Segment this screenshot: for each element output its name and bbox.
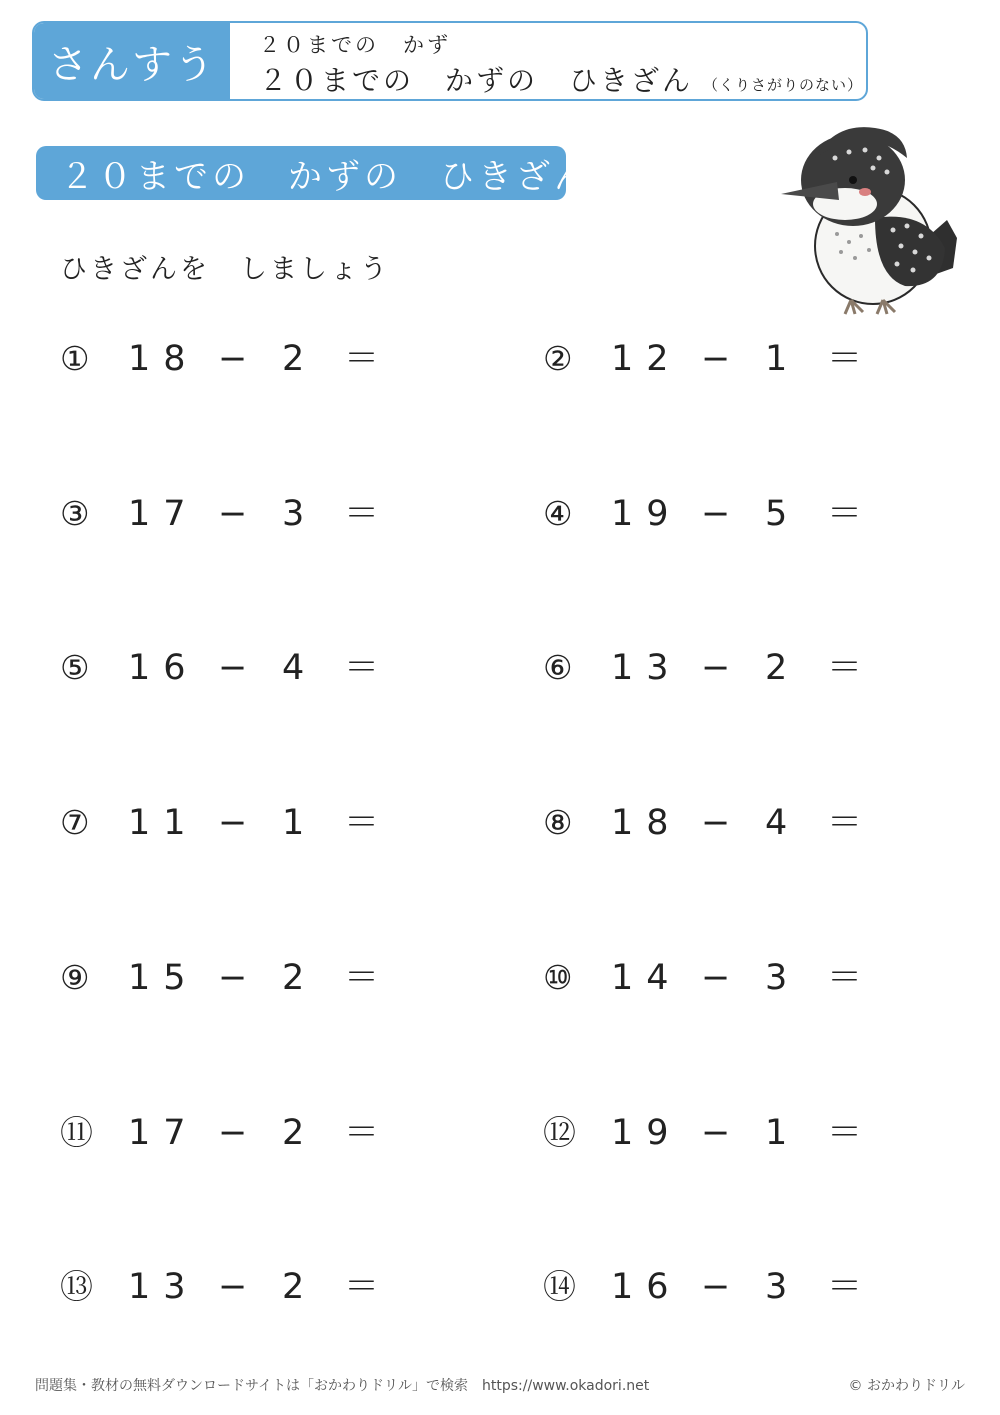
problem-operator: − xyxy=(701,1113,731,1153)
problem-equals: ＝ xyxy=(827,958,863,998)
problem-equals: ＝ xyxy=(344,958,380,998)
worksheet-title xyxy=(259,59,863,99)
problem-number: ① xyxy=(60,339,90,378)
subject-label: さんすう xyxy=(34,23,230,99)
problem-subtrahend: 2 xyxy=(282,1267,305,1307)
problem-operator: − xyxy=(701,648,731,688)
problem-minuend: 19 xyxy=(611,1113,682,1153)
problem-14 xyxy=(543,1262,923,1312)
problem-number: ⑦ xyxy=(60,803,90,842)
problem-minuend: 13 xyxy=(128,1267,199,1307)
problem-subtrahend: 5 xyxy=(765,494,788,534)
problem-operator: − xyxy=(218,1267,248,1307)
problem-subtrahend: 3 xyxy=(765,1267,788,1307)
problem-subtrahend: 2 xyxy=(282,958,305,998)
problem-operator: − xyxy=(701,494,731,534)
problem-minuend: 18 xyxy=(128,339,199,379)
kingfisher-bird-icon xyxy=(775,118,965,318)
instruction-text: ひきざんを しましょう xyxy=(60,254,390,285)
problem-operator: − xyxy=(701,1267,731,1307)
problem-equals: ＝ xyxy=(827,1113,863,1153)
problem-number: ⑪ xyxy=(60,1113,93,1152)
problem-equals: ＝ xyxy=(827,1267,863,1307)
problem-2 xyxy=(543,334,923,384)
problem-5 xyxy=(60,643,440,693)
problem-subtrahend: 2 xyxy=(282,1113,305,1153)
problem-operator: − xyxy=(218,494,248,534)
problem-3 xyxy=(60,489,440,539)
problem-subtrahend: 1 xyxy=(765,1113,788,1153)
problem-equals: ＝ xyxy=(344,648,380,688)
problem-minuend: 15 xyxy=(128,958,199,998)
problem-minuend: 16 xyxy=(128,648,199,688)
problem-operator: − xyxy=(218,803,248,843)
problem-12 xyxy=(543,1108,923,1158)
problem-equals: ＝ xyxy=(344,1267,380,1307)
problem-number: ⑩ xyxy=(543,958,573,997)
problem-minuend: 17 xyxy=(128,1113,199,1153)
problem-equals: ＝ xyxy=(344,803,380,843)
problem-equals: ＝ xyxy=(827,339,863,379)
problem-operator: − xyxy=(218,648,248,688)
problem-operator: − xyxy=(701,803,731,843)
problem-number: ⑥ xyxy=(543,648,573,687)
problem-number: ⑫ xyxy=(543,1113,576,1152)
problem-number: ⑨ xyxy=(60,958,90,997)
problem-operator: − xyxy=(701,339,731,379)
problem-minuend: 16 xyxy=(611,1267,682,1307)
problem-number: ⑭ xyxy=(543,1267,576,1306)
problem-operator: − xyxy=(218,958,248,998)
worksheet-title-note: （くりさがりのない） xyxy=(703,76,864,94)
footer-site-note: 問題集・教材の無料ダウンロードサイトは「おかわりドリル」で検索 https://www.okadori.net xyxy=(35,1378,650,1394)
problem-number: ② xyxy=(543,339,573,378)
problem-equals: ＝ xyxy=(344,1113,380,1153)
problem-11 xyxy=(60,1108,440,1158)
problem-minuend: 13 xyxy=(611,648,682,688)
problem-equals: ＝ xyxy=(827,648,863,688)
header-box xyxy=(32,21,868,101)
problem-operator: − xyxy=(218,339,248,379)
problem-number: ⑧ xyxy=(543,803,573,842)
problem-number: ④ xyxy=(543,494,573,533)
problem-equals: ＝ xyxy=(344,339,380,379)
problem-subtrahend: 2 xyxy=(765,648,788,688)
problem-number: ③ xyxy=(60,494,90,533)
problem-subtrahend: 1 xyxy=(765,339,788,379)
problem-7 xyxy=(60,798,440,848)
problem-13 xyxy=(60,1262,440,1312)
problem-8 xyxy=(543,798,923,848)
problem-minuend: 11 xyxy=(128,803,199,843)
problem-subtrahend: 4 xyxy=(282,648,305,688)
problem-minuend: 14 xyxy=(611,958,682,998)
problem-equals: ＝ xyxy=(827,803,863,843)
problem-minuend: 19 xyxy=(611,494,682,534)
problem-1 xyxy=(60,334,440,384)
problem-equals: ＝ xyxy=(827,494,863,534)
problem-minuend: 12 xyxy=(611,339,682,379)
problem-subtrahend: 2 xyxy=(282,339,305,379)
problem-operator: − xyxy=(701,958,731,998)
footer-copyright: © おかわりドリル xyxy=(848,1378,965,1394)
problem-minuend: 17 xyxy=(128,494,199,534)
problem-4 xyxy=(543,489,923,539)
problem-subtrahend: 1 xyxy=(282,803,305,843)
problem-number: ⑬ xyxy=(60,1267,93,1306)
problem-operator: − xyxy=(218,1113,248,1153)
problem-minuend: 18 xyxy=(611,803,682,843)
problem-9 xyxy=(60,953,440,1003)
problem-subtrahend: 4 xyxy=(765,803,788,843)
problem-subtrahend: 3 xyxy=(282,494,305,534)
problem-6 xyxy=(543,643,923,693)
problem-equals: ＝ xyxy=(344,494,380,534)
topic-label: ２０までの かず xyxy=(259,33,451,57)
problem-10 xyxy=(543,953,923,1003)
problem-subtrahend: 3 xyxy=(765,958,788,998)
problem-number: ⑤ xyxy=(60,648,90,687)
worksheet-title-text: ２０までの かずの ひきざん xyxy=(259,64,694,97)
section-banner: ２０までの かずの ひきざん xyxy=(36,146,566,200)
